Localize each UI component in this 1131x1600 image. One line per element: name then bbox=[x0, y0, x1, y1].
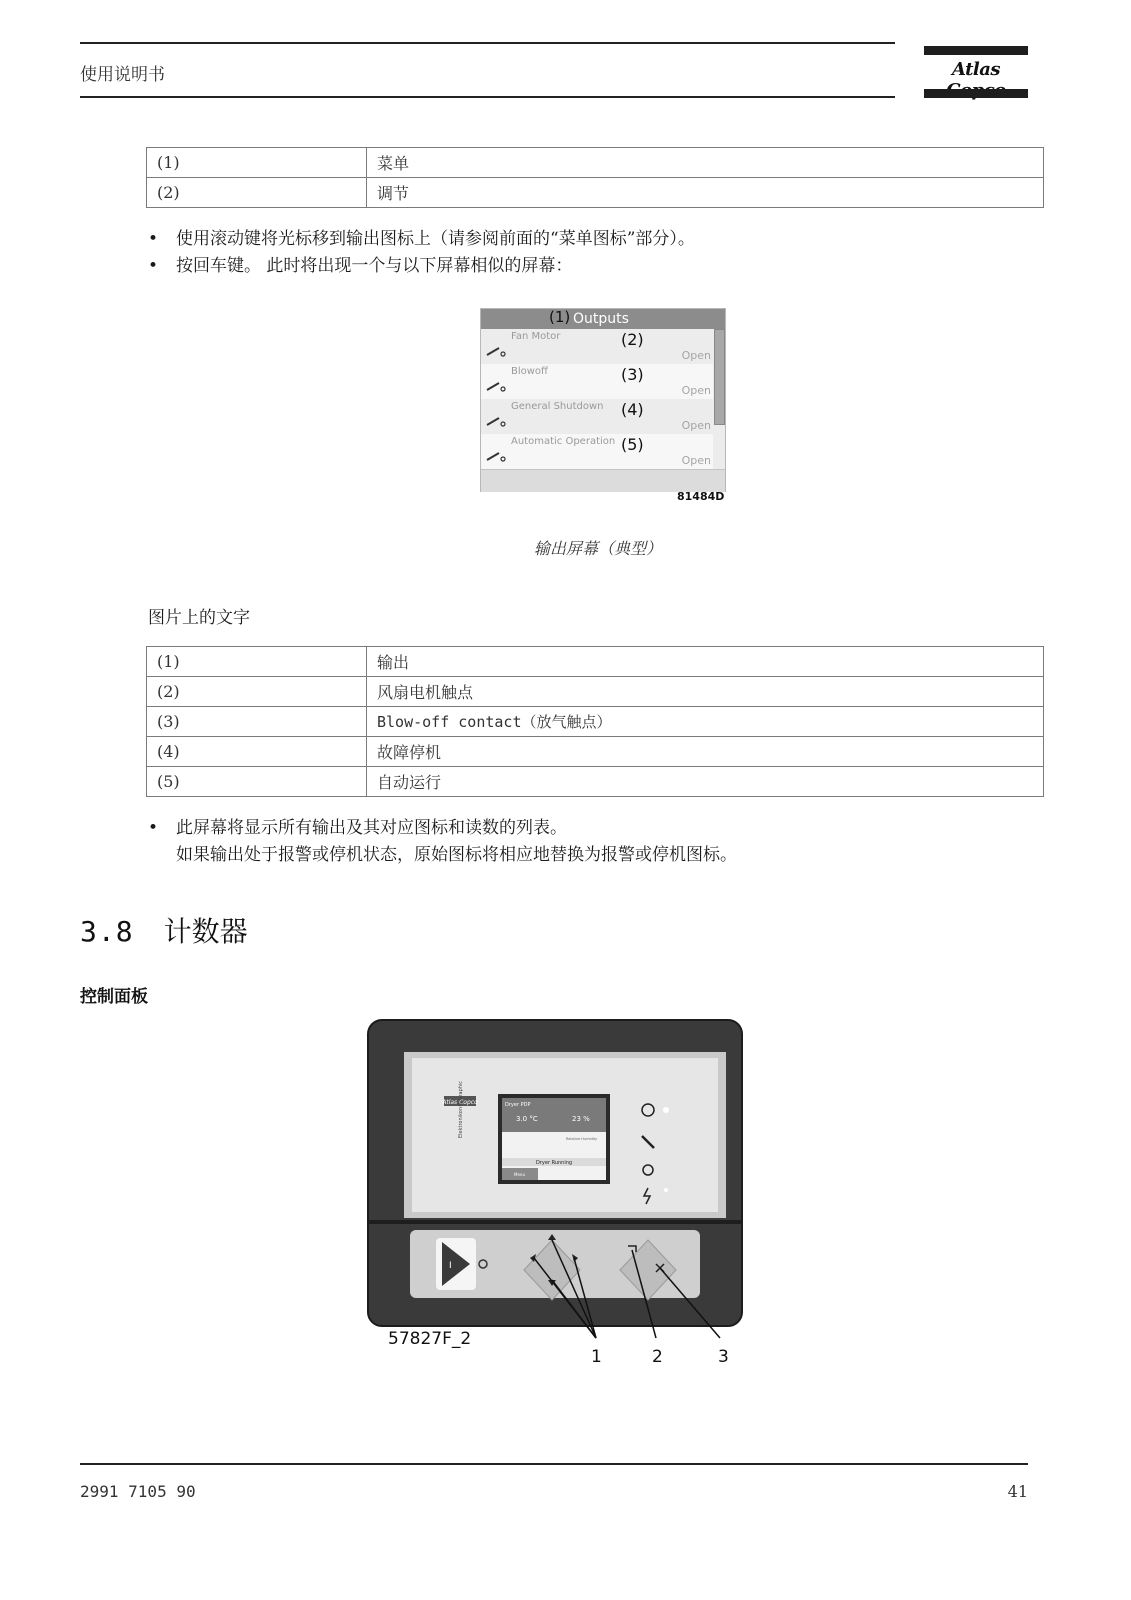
control-panel-figure bbox=[366, 1018, 744, 1378]
svg-text:I: I bbox=[449, 1261, 452, 1271]
section-title: 计数器 bbox=[163, 915, 248, 948]
panel-display-status: Dryer Running bbox=[536, 1160, 573, 1166]
footer-rule bbox=[80, 1463, 1028, 1465]
table-row bbox=[147, 737, 1044, 767]
table-image-text bbox=[146, 646, 1044, 797]
panel-display-header: Dryer PDP bbox=[505, 1102, 531, 1108]
output-row bbox=[481, 434, 713, 469]
section-number: 3.8 bbox=[80, 915, 134, 948]
output-row bbox=[481, 364, 713, 399]
scrollbar bbox=[714, 329, 725, 425]
outputs-footer bbox=[481, 469, 725, 492]
callout-label: (4) bbox=[621, 400, 644, 419]
bullet-text: 使用滚动键将光标移到输出图标上（请参阅前面的“菜单图标”部分）。 bbox=[176, 229, 695, 249]
output-status: Open bbox=[681, 419, 711, 432]
table-row bbox=[147, 767, 1044, 797]
outputs-title: Outputs bbox=[573, 311, 629, 327]
table-value: 调节 bbox=[367, 178, 1044, 208]
bullet-item bbox=[148, 226, 695, 253]
figure-caption: 输出屏幕（典型） bbox=[534, 539, 663, 558]
callout-label: (3) bbox=[621, 365, 644, 384]
output-row bbox=[481, 329, 713, 364]
table-key: (1) bbox=[147, 647, 367, 677]
bullet-continuation: 如果输出处于报警或停机状态，原始图标将相应地替换为报警或停机图标。 bbox=[176, 845, 737, 865]
table-row bbox=[147, 707, 1044, 737]
output-row bbox=[481, 399, 713, 434]
bullet-icon: • bbox=[148, 256, 159, 276]
output-status: Open bbox=[681, 349, 711, 362]
table-value: Blow-off contact（放气触点） bbox=[367, 707, 1044, 737]
table-value: 故障停机 bbox=[367, 737, 1044, 767]
page-number: 41 bbox=[1007, 1482, 1028, 1501]
output-status: Open bbox=[681, 384, 711, 397]
outputs-titlebar bbox=[481, 309, 725, 329]
output-label: General Shutdown bbox=[511, 401, 604, 412]
table-value: 风扇电机触点 bbox=[367, 677, 1044, 707]
callout-label: (1) bbox=[549, 308, 571, 326]
outputs-screen bbox=[480, 308, 726, 492]
table-menu-adjust bbox=[146, 147, 1044, 208]
panel-display-value1: 3.0 °C bbox=[516, 1115, 538, 1123]
figure-id: 81484D bbox=[677, 490, 725, 503]
table-key: (4) bbox=[147, 737, 367, 767]
table-key: (5) bbox=[147, 767, 367, 797]
switch-icon bbox=[485, 378, 507, 392]
bullet-text: 此屏幕将显示所有输出及其对应图标和读数的列表。 bbox=[176, 818, 567, 838]
switch-icon bbox=[485, 448, 507, 462]
callout-label: (2) bbox=[621, 330, 644, 349]
panel-display-value2: 23 % bbox=[572, 1115, 590, 1123]
callout-label: 2 bbox=[652, 1347, 663, 1367]
table-row bbox=[147, 178, 1044, 208]
switch-icon bbox=[485, 413, 507, 427]
atlas-copco-logo bbox=[924, 46, 1028, 98]
callout-label: 3 bbox=[718, 1347, 729, 1367]
output-status: Open bbox=[681, 454, 711, 467]
bullet-item bbox=[148, 253, 572, 280]
header-rule-top bbox=[80, 42, 895, 44]
panel-display-sub: Relative Humidity bbox=[566, 1137, 598, 1141]
text-on-image-heading: 图片上的文字 bbox=[148, 608, 250, 628]
bullet-text: 按回车键。 此时将出现一个与以下屏幕相似的屏幕： bbox=[176, 256, 573, 276]
table-row bbox=[147, 647, 1044, 677]
table-row bbox=[147, 148, 1044, 178]
switch-icon bbox=[485, 343, 507, 357]
bullet-icon: • bbox=[148, 818, 159, 838]
panel-display-menu: Menu bbox=[514, 1172, 525, 1177]
panel-logo-text: Atlas Copco bbox=[442, 1099, 478, 1106]
logo-text: Atlas bbox=[951, 59, 1001, 80]
document-number: 2991 7105 90 bbox=[80, 1482, 196, 1501]
header-rule-bottom bbox=[80, 96, 895, 98]
panel-figure-id: 57827F_2 bbox=[388, 1329, 472, 1349]
table-value: 自动运行 bbox=[367, 767, 1044, 797]
table-key: (2) bbox=[147, 178, 367, 208]
table-key: (1) bbox=[147, 148, 367, 178]
table-value: 菜单 bbox=[367, 148, 1044, 178]
callout-label: (5) bbox=[621, 435, 644, 454]
document-title: 使用说明书 bbox=[80, 65, 165, 85]
output-label: Fan Motor bbox=[511, 331, 561, 342]
subheading: 控制面板 bbox=[80, 987, 148, 1007]
table-row bbox=[147, 677, 1044, 707]
bullet-item bbox=[148, 815, 567, 842]
output-label: Blowoff bbox=[511, 366, 548, 377]
table-key: (3) bbox=[147, 707, 367, 737]
panel-side-text: Elektronikon® Graphic bbox=[458, 1080, 464, 1138]
section-heading bbox=[80, 910, 248, 950]
table-key: (2) bbox=[147, 677, 367, 707]
callout-label: 1 bbox=[591, 1347, 602, 1367]
table-value: 输出 bbox=[367, 647, 1044, 677]
bullet-icon: • bbox=[148, 229, 159, 249]
output-label: Automatic Operation bbox=[511, 436, 616, 447]
